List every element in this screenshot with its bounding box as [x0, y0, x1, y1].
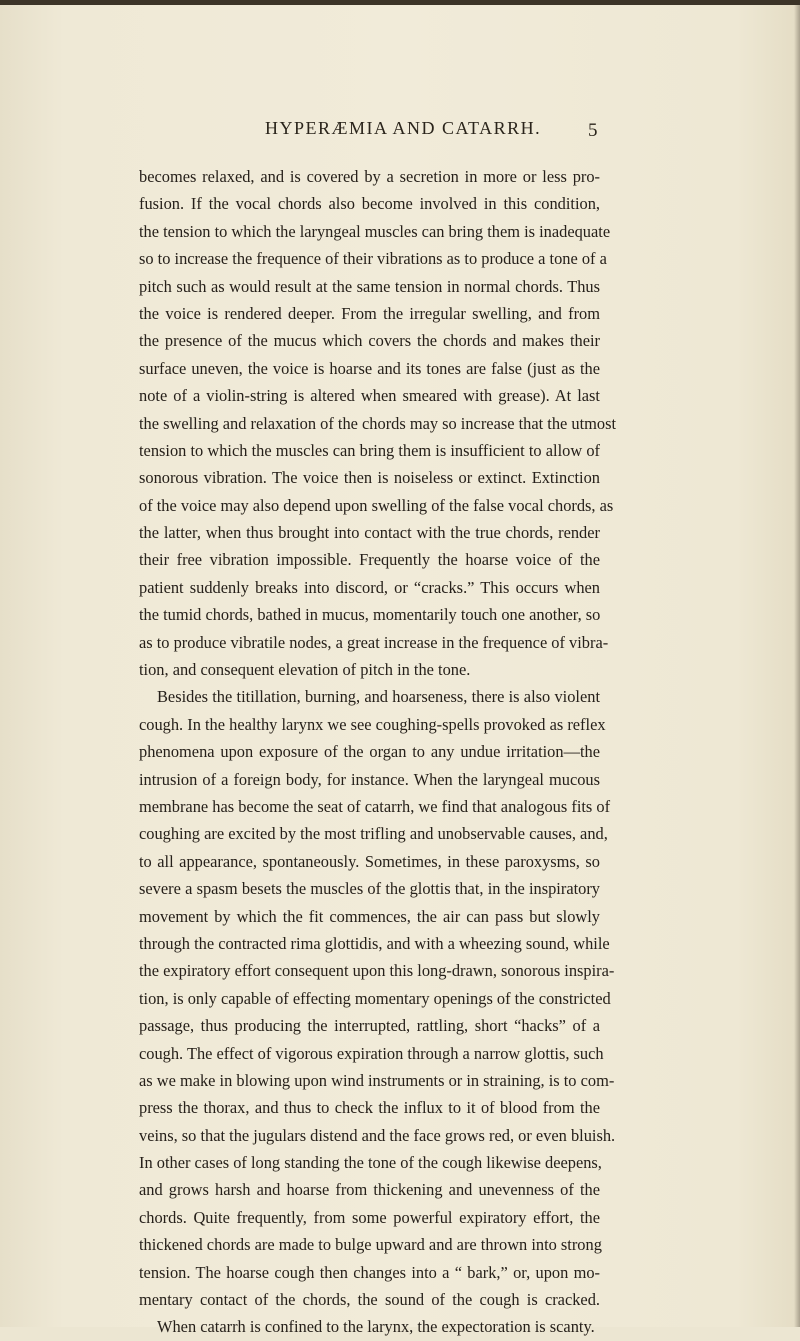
text-line: the tension to which the laryngeal muscles can bring them is inadequate	[139, 221, 611, 241]
text-line: their free vibration impossible. Frequently the hoarse voice of the	[139, 550, 600, 570]
page-number: 5	[588, 120, 598, 141]
text-line: surface uneven, the voice is hoarse and its tones are false (just as the	[139, 358, 600, 378]
text-line: intrusion of a foreign body, for instance. When the laryngeal mucous	[139, 769, 600, 789]
text-line: passage, thus producing the interrupted, rattling, short “hacks” of a	[139, 1016, 600, 1036]
text-line: cough. In the healthy larynx we see coughing-spells provoked as reflex	[139, 714, 606, 734]
text-line: membrane has become the seat of catarrh, we find that analogous fits of	[139, 796, 611, 816]
text-line: and grows harsh and hoarse from thickening and unevenness of the	[139, 1180, 600, 1200]
text-line: through the contracted rima glottidis, and with a wheezing sound, while	[139, 933, 610, 953]
text-line: thickened chords are made to bulge upward and are thrown into strong	[139, 1235, 602, 1255]
text-line: severe a spasm besets the muscles of the glottis that, in the inspiratory	[139, 879, 600, 899]
text-line: note of a violin-string is altered when smeared with grease). At last	[139, 386, 600, 406]
running-head	[0, 118, 800, 142]
text-line: to all appearance, spontaneously. Sometimes, in these paroxysms, so	[139, 851, 600, 871]
text-line: tension. The hoarse cough then changes into a “ bark,” or, upon mo-	[139, 1262, 600, 1282]
text-line: tion, is only capable of effecting momentary openings of the constricted	[139, 988, 611, 1008]
text-line: pitch such as would result at the same tension in normal chords. Thus	[139, 276, 600, 296]
text-line: as to produce vibratile nodes, a great increase in the frequence of vibra-	[139, 632, 609, 652]
text-line: mentary contact of the chords, the sound of the cough is cracked.	[139, 1290, 600, 1310]
text-line: movement by which the fit commences, the air can pass but slowly	[139, 906, 600, 926]
text-line: tension to which the muscles can bring them is insufficient to allow of	[139, 440, 600, 460]
page-top-edge	[0, 0, 800, 5]
text-line: press the thorax, and thus to check the influx to it of blood from the	[139, 1098, 600, 1118]
text-line: In other cases of long standing the tone of the cough likewise deepens,	[139, 1153, 602, 1173]
text-line: veins, so that the jugulars distend and the face grows red, or even bluish.	[139, 1125, 616, 1145]
text-line: the swelling and relaxation of the chords may so increase that the utmost	[139, 413, 617, 433]
text-line: so to increase the frequence of their vibrations as to produce a tone of a	[139, 249, 607, 269]
text-line: the voice is rendered deeper. From the irregular swelling, and from	[139, 303, 600, 323]
page-right-edge-shadow	[794, 0, 800, 1327]
body-text	[139, 163, 617, 1341]
text-line: the tumid chords, bathed in mucus, momentarily touch one another, so	[139, 605, 601, 625]
text-line: coughing are excited by the most trifling and unobservable causes, and,	[139, 824, 608, 844]
text-line: cough. The effect of vigorous expiration through a narrow glottis, such	[139, 1043, 604, 1063]
text-line: chords. Quite frequently, from some powerful expiratory effort, the	[139, 1207, 600, 1227]
text-line: phenomena upon exposure of the organ to any undue irritation—the	[139, 742, 600, 762]
text-line: sonorous vibration. The voice then is noiseless or extinct. Extinction	[139, 468, 600, 488]
running-title: HYPERÆMIA AND CATARRH.	[265, 118, 542, 138]
text-line: becomes relaxed, and is covered by a secretion in more or less pro-	[139, 167, 600, 186]
text-line: When catarrh is confined to the larynx, the expectoration is scanty.	[157, 1317, 595, 1337]
text-line: of the voice may also depend upon swelling of the false vocal chords, as	[139, 495, 614, 515]
text-line: tion, and consequent elevation of pitch in the tone.	[139, 660, 471, 680]
text-line: patient suddenly breaks into discord, or “cracks.” This occurs when	[139, 577, 600, 597]
text-line: as we make in blowing upon wind instruments or in straining, is to com-	[139, 1070, 615, 1090]
text-line: fusion. If the vocal chords also become involved in this condition,	[139, 194, 600, 214]
text-line: the expiratory effort consequent upon this long-drawn, sonorous inspira-	[139, 961, 615, 981]
text-line: Besides the titillation, burning, and hoarseness, there is also violent	[157, 687, 600, 707]
text-line: the latter, when thus brought into contact with the true chords, render	[139, 523, 600, 543]
text-line: the presence of the mucus which covers the chords and makes their	[139, 331, 600, 351]
